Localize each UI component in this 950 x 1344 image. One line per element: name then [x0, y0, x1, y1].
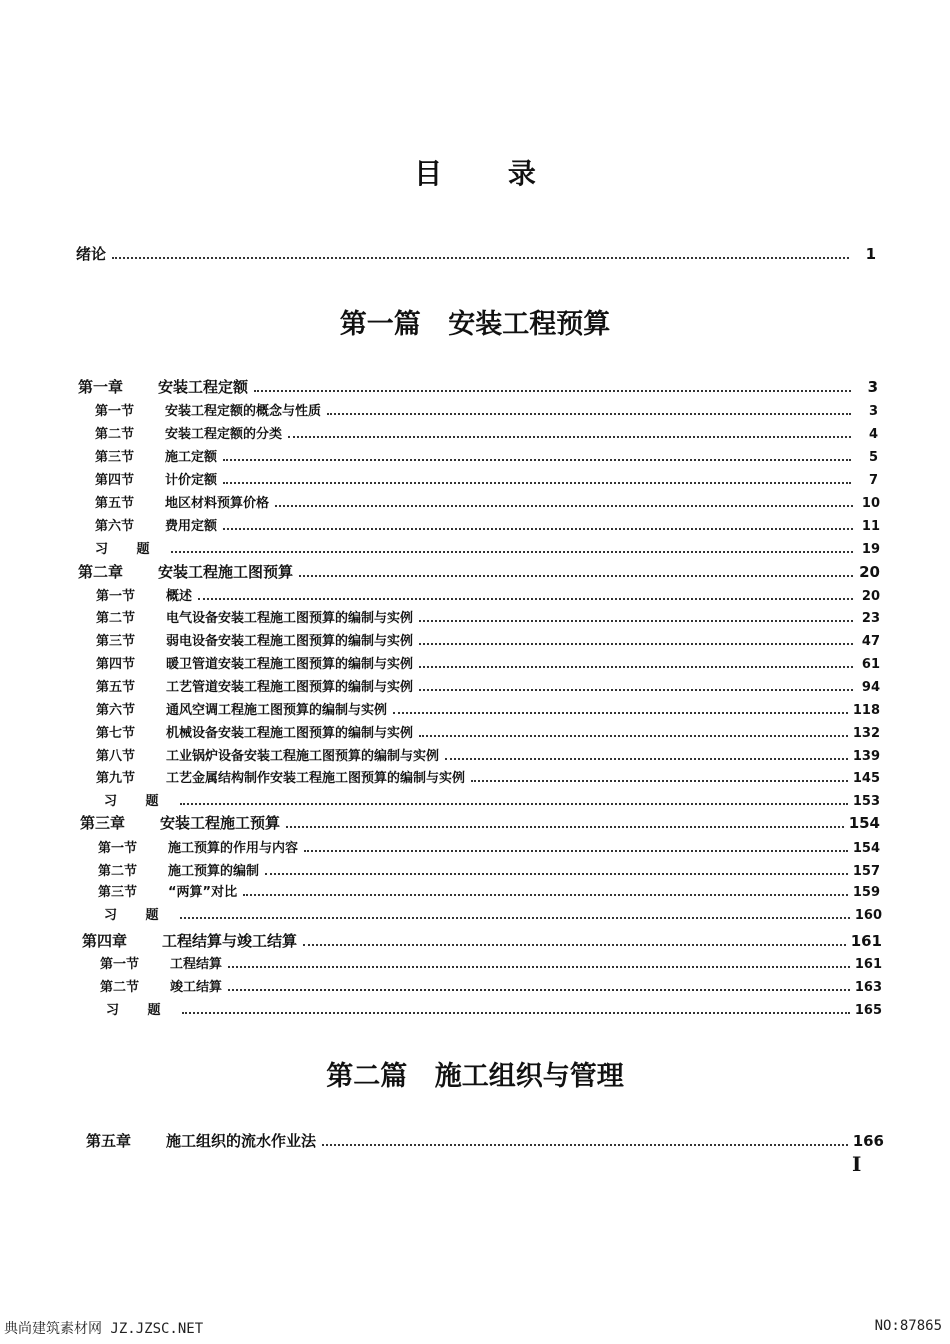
dot-leader [198, 598, 853, 600]
section-number: 第二节 [100, 980, 140, 995]
section-page: 118 [852, 703, 880, 718]
toc-section[interactable] [100, 953, 882, 972]
toc-section[interactable] [96, 699, 880, 718]
section-page: 19 [861, 542, 880, 557]
dot-leader [419, 735, 848, 737]
chapter-number: 第二章 [78, 563, 124, 581]
section-title: 竣工结算 [170, 980, 223, 995]
chapter-title: 安装工程施工预算 [160, 814, 281, 832]
dot-leader [419, 620, 853, 622]
section-number: 第三节 [98, 885, 138, 900]
chapter-page: 3 [867, 378, 878, 396]
section-title: 工程结算 [170, 957, 223, 972]
section-number: 第九节 [96, 771, 136, 786]
section-title: 工艺管道安装工程施工图预算的编制与实例 [166, 680, 414, 695]
exercise-label: 习 题 [95, 542, 162, 557]
section-number: 第一节 [98, 841, 138, 856]
toc-section[interactable] [95, 515, 880, 534]
section-number: 第六节 [95, 519, 135, 534]
chapter-page: 166 [852, 1132, 884, 1150]
section-page: 139 [852, 749, 880, 764]
dot-leader [180, 803, 848, 805]
toc-section[interactable] [95, 469, 878, 488]
section-title: 弱电设备安装工程施工图预算的编制与实例 [166, 634, 414, 649]
toc-exercise[interactable] [104, 790, 880, 809]
exercise-label: 习 题 [106, 1003, 173, 1018]
dot-leader [286, 826, 844, 828]
toc-intro[interactable] [76, 243, 876, 264]
section-title: 电气设备安装工程施工图预算的编制与实例 [166, 611, 414, 626]
section-page: 7 [868, 473, 878, 488]
section-page: 163 [854, 980, 882, 995]
toc-chapter-2[interactable] [78, 561, 880, 582]
toc-section[interactable] [98, 860, 880, 879]
toc-section[interactable] [100, 976, 882, 995]
toc-section[interactable] [96, 653, 880, 672]
dot-leader [265, 873, 848, 875]
section-title: 暖卫管道安装工程施工图预算的编制与实例 [166, 657, 414, 672]
toc-chapter-5[interactable] [86, 1130, 884, 1151]
toc-section[interactable] [95, 423, 878, 442]
toc-section[interactable] [96, 767, 880, 786]
chapter-number: 第五章 [86, 1132, 132, 1150]
exercise-label: 习 题 [104, 908, 171, 923]
toc-section[interactable] [96, 607, 880, 626]
section-title: 施工定额 [165, 450, 218, 465]
dot-leader [419, 689, 853, 691]
section-title: 地区材料预算价格 [165, 496, 270, 511]
toc-section[interactable] [98, 837, 880, 856]
toc-exercise[interactable] [104, 904, 882, 923]
dot-leader [419, 666, 853, 668]
dot-leader [228, 966, 850, 968]
toc-section[interactable] [95, 446, 878, 465]
dot-leader [304, 850, 848, 852]
toc-chapter-1[interactable] [78, 376, 878, 397]
page-folio: I [852, 1152, 862, 1176]
dot-leader [288, 436, 851, 438]
toc-chapter-4[interactable] [82, 930, 882, 951]
toc-section[interactable] [95, 400, 878, 419]
chapter-number: 第四章 [82, 932, 128, 950]
chapter-page: 154 [848, 814, 880, 832]
section-number: 第六节 [96, 703, 136, 718]
section-title: 机械设备安装工程施工图预算的编制与实例 [166, 726, 414, 741]
section-page: 61 [861, 657, 880, 672]
section-page: 159 [852, 885, 880, 900]
section-page: 47 [861, 634, 880, 649]
section-number: 第二节 [95, 427, 135, 442]
dot-leader [223, 528, 853, 530]
section-title: 费用定额 [165, 519, 218, 534]
dot-leader [303, 944, 846, 946]
dot-leader [254, 390, 851, 392]
section-number: 第三节 [95, 450, 135, 465]
section-number: 第一节 [100, 957, 140, 972]
toc-section[interactable] [96, 585, 880, 604]
dot-leader [223, 459, 851, 461]
section-number: 第八节 [96, 749, 136, 764]
section-title: 工艺金属结构制作安装工程施工图预算的编制与实例 [166, 771, 466, 786]
chapter-number: 第一章 [78, 378, 124, 396]
page-title: 目 录 [414, 157, 564, 190]
chapter-title: 安装工程定额 [158, 378, 249, 396]
section-title: “两算”对比 [168, 885, 238, 900]
toc-section[interactable] [96, 630, 880, 649]
section-title: 计价定额 [165, 473, 218, 488]
section-title: 安装工程定额的分类 [165, 427, 283, 442]
footer-watermark: 典尚建筑素材网 JZ.JZSC.NET [4, 1321, 204, 1337]
section-page: 161 [854, 957, 882, 972]
section-page: 23 [861, 611, 880, 626]
dot-leader [243, 894, 848, 896]
dot-leader [182, 1012, 850, 1014]
dot-leader [393, 712, 848, 714]
dot-leader [223, 482, 851, 484]
footer-number: NO:87865 [874, 1318, 942, 1334]
section-page: 154 [852, 841, 880, 856]
section-title: 概述 [166, 589, 193, 604]
toc-exercise[interactable] [106, 999, 882, 1018]
chapter-page: 20 [859, 563, 880, 581]
section-page: 160 [854, 908, 882, 923]
section-page: 145 [852, 771, 880, 786]
dot-leader [322, 1144, 848, 1146]
dot-leader [112, 257, 849, 259]
section-number: 第二节 [98, 864, 138, 879]
section-number: 第一节 [96, 589, 136, 604]
dot-leader [327, 413, 851, 415]
chapter-number: 第三章 [80, 814, 126, 832]
chapter-title: 工程结算与竣工结算 [162, 932, 298, 950]
toc-chapter-3[interactable] [80, 812, 880, 833]
section-page: 157 [852, 864, 880, 879]
dot-leader [275, 505, 853, 507]
section-page: 11 [861, 519, 880, 534]
toc-section[interactable] [96, 745, 880, 764]
section-number: 第五节 [96, 680, 136, 695]
section-number: 第一节 [95, 404, 135, 419]
chapter-title: 施工组织的流水作业法 [166, 1132, 317, 1150]
section-number: 第四节 [95, 473, 135, 488]
section-title: 施工预算的编制 [168, 864, 260, 879]
chapter-page: 161 [850, 932, 882, 950]
section-page: 3 [868, 404, 878, 419]
section-title: 通风空调工程施工图预算的编制与实例 [166, 703, 388, 718]
section-page: 94 [861, 680, 880, 695]
dot-leader [180, 917, 850, 919]
section-page: 10 [861, 496, 880, 511]
part-title-2: 第二篇 施工组织与管理 [326, 1061, 624, 1092]
section-page: 4 [868, 427, 878, 442]
chapter-title: 安装工程施工图预算 [158, 563, 294, 581]
toc-intro-page: 1 [865, 245, 876, 263]
section-page: 132 [852, 726, 880, 741]
section-number: 第五节 [95, 496, 135, 511]
toc-exercise[interactable] [95, 538, 880, 557]
toc-section[interactable] [95, 492, 880, 511]
part-title-1: 第一篇 安装工程预算 [339, 309, 611, 340]
section-title: 工业锅炉设备安装工程施工图预算的编制与实例 [166, 749, 440, 764]
dot-leader [171, 551, 853, 553]
toc-section[interactable] [96, 676, 880, 695]
section-page: 20 [861, 589, 880, 604]
section-number: 第四节 [96, 657, 136, 672]
section-number: 第二节 [96, 611, 136, 626]
section-title: 安装工程定额的概念与性质 [165, 404, 322, 419]
toc-intro-title: 绪论 [76, 245, 107, 263]
dot-leader [445, 758, 848, 760]
exercise-label: 习 题 [104, 794, 171, 809]
section-page: 5 [868, 450, 878, 465]
section-number: 第三节 [96, 634, 136, 649]
dot-leader [471, 780, 848, 782]
dot-leader [299, 575, 853, 577]
dot-leader [228, 989, 850, 991]
section-title: 施工预算的作用与内容 [168, 841, 299, 856]
section-page: 153 [852, 794, 880, 809]
toc-section[interactable] [98, 881, 880, 900]
section-page: 165 [854, 1003, 882, 1018]
toc-section[interactable] [96, 722, 880, 741]
dot-leader [419, 643, 853, 645]
section-number: 第七节 [96, 726, 136, 741]
